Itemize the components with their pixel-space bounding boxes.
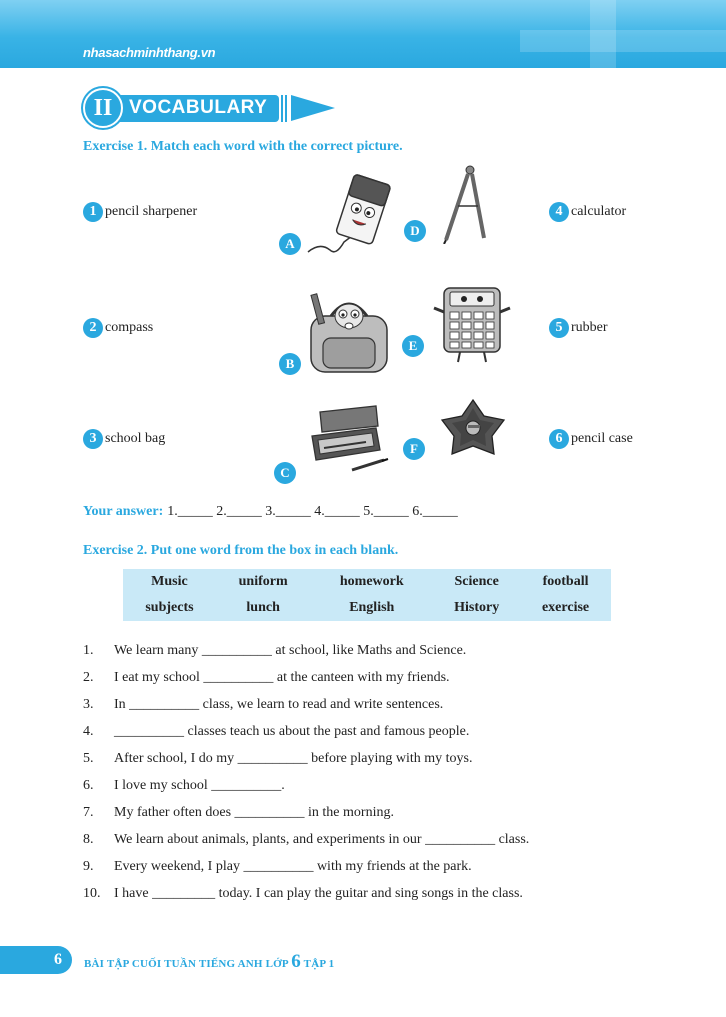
section-banner (83, 88, 343, 128)
word-number: 4 (549, 202, 569, 222)
word-box-table (123, 569, 611, 621)
word-box-cell: Music (151, 574, 188, 589)
word-box-cell: football (542, 574, 589, 589)
book-title-part: BÀI TẬP CUỐI TUẦN TIẾNG ANH LỚP (84, 958, 292, 970)
word-box-cell: exercise (541, 600, 590, 615)
sentence-number: 5. (83, 750, 94, 766)
sentence-text: Every weekend, I play __________ with my friends at the park. (114, 858, 472, 874)
sentence-item (83, 637, 643, 664)
exercise-1-title: Exercise 1. Match each word with the correct picture. (83, 139, 403, 154)
word-item (549, 202, 626, 222)
header-decoration (520, 30, 726, 52)
sentence-text: I have _________ today. I can play the guitar and sing songs in the class. (114, 885, 523, 901)
pencil-sharpener-icon (440, 398, 506, 456)
word-box-cell: English (349, 600, 395, 615)
answer-line (83, 504, 458, 520)
sentence-text: __________ classes teach us about the past and famous people. (114, 723, 470, 739)
sentence-item (83, 664, 643, 691)
word-number: 1 (83, 202, 103, 222)
rubber-eraser-icon (300, 172, 396, 262)
sentence-number: 9. (83, 858, 94, 874)
word-number: 6 (549, 429, 569, 449)
word-text: rubber (571, 320, 608, 335)
sentence-text: We learn many __________ at school, like Maths and Science. (114, 642, 467, 658)
sentence-item (83, 718, 643, 745)
word-text: compass (105, 320, 154, 335)
picture-letter: A (279, 233, 301, 255)
pencil-case-icon (306, 404, 392, 474)
sentence-number: 3. (83, 696, 94, 712)
sentence-number: 7. (83, 804, 94, 820)
word-text: school bag (105, 431, 166, 446)
school-bag-icon (303, 290, 395, 380)
sentence-number: 6. (83, 777, 94, 793)
sentence-item (83, 691, 643, 718)
book-title-part: TẬP 1 (300, 958, 335, 970)
word-box-cell: lunch (246, 600, 280, 615)
sentence-item (83, 880, 643, 907)
answer-slots[interactable]: 1._____ 2._____ 3._____ 4._____ 5._____ 6._____ (167, 504, 458, 519)
section-stripes (281, 95, 289, 122)
word-box-cell: uniform (238, 574, 288, 589)
sentence-list (83, 637, 643, 907)
word-item (549, 429, 633, 449)
section-arrow (291, 95, 335, 121)
sentence-item (83, 772, 643, 799)
sentence-text: My father often does __________ in the morning. (114, 804, 394, 820)
picture-letter: B (279, 353, 301, 375)
sentence-item (83, 826, 643, 853)
picture-letter: D (404, 220, 426, 242)
sentence-number: 2. (83, 669, 94, 685)
compass-icon (434, 162, 494, 244)
picture-letter: E (402, 335, 424, 357)
word-box-row (123, 569, 611, 595)
word-item (83, 202, 197, 222)
sentence-number: 10. (83, 885, 101, 901)
sentence-item (83, 853, 643, 880)
word-box-cell: Science (454, 574, 499, 589)
word-item (549, 318, 608, 338)
word-number: 2 (83, 318, 103, 338)
sentence-number: 8. (83, 831, 94, 847)
picture-letter: F (403, 438, 425, 460)
answer-label: Your answer: (83, 504, 164, 519)
sentence-number: 1. (83, 642, 94, 658)
picture-letter: C (274, 462, 296, 484)
page-header (0, 0, 726, 68)
sentence-item (83, 745, 643, 772)
calculator-icon (430, 282, 514, 364)
word-text: pencil case (571, 431, 633, 446)
word-text: calculator (571, 204, 627, 219)
sentence-text: I eat my school __________ at the canteen with my friends. (114, 669, 450, 685)
word-text: pencil sharpener (105, 204, 198, 219)
section-number: II (83, 88, 123, 128)
word-box (123, 569, 611, 621)
sentence-number: 4. (83, 723, 94, 739)
exercise-2-title: Exercise 2. Put one word from the box in each blank. (83, 543, 399, 558)
word-number: 3 (83, 429, 103, 449)
word-item (83, 429, 165, 449)
word-box-cell: History (454, 600, 500, 615)
page-number: 6 (54, 951, 62, 968)
word-box-cell: homework (339, 574, 404, 589)
sentence-text: I love my school __________. (114, 777, 285, 793)
section-title: VOCABULARY (129, 97, 268, 118)
sentence-text: In __________ class, we learn to read and write sentences. (114, 696, 444, 712)
sentence-text: After school, I do my __________ before playing with my toys. (114, 750, 473, 766)
word-item (83, 318, 153, 338)
word-box-row (123, 595, 611, 621)
word-box-cell: subjects (145, 600, 194, 615)
book-grade: 6 (291, 951, 301, 972)
sentence-text: We learn about animals, plants, and experiments in our __________ class. (114, 831, 530, 847)
book-title (84, 951, 334, 973)
site-name: nhasachminhthang.vn (83, 45, 216, 60)
word-number: 5 (549, 318, 569, 338)
sentence-item (83, 799, 643, 826)
